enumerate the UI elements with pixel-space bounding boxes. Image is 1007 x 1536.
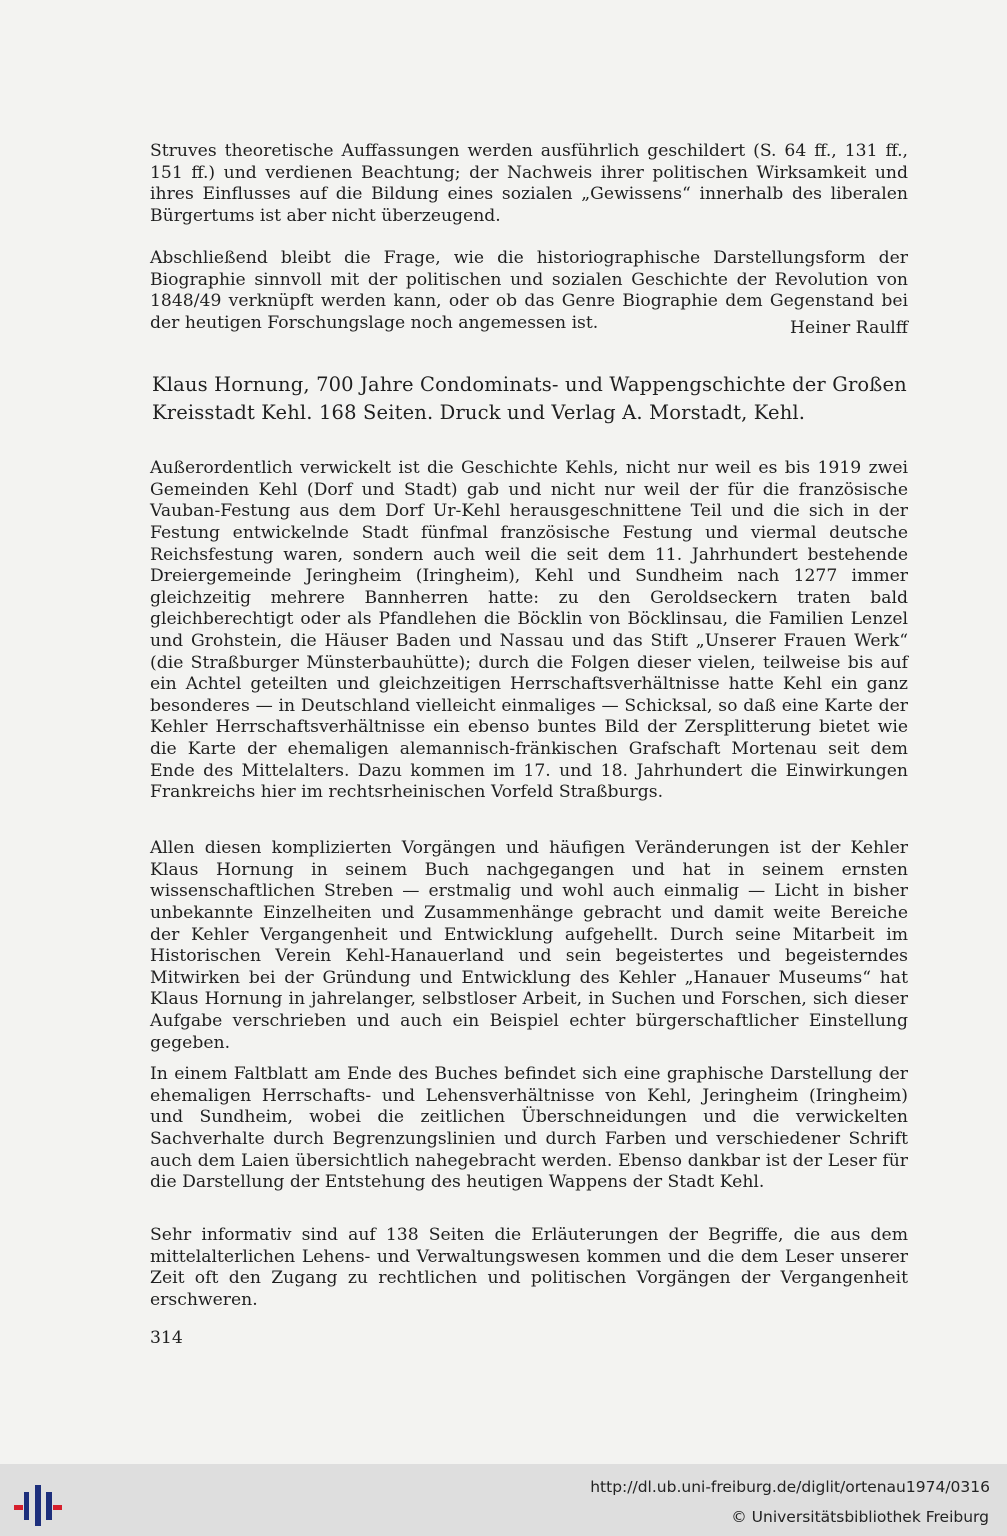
- logo-bar: [35, 1485, 41, 1526]
- book-review-heading: Klaus Hornung, 700 Jahre Condominats- und Wappengschichte der Großen Kreisstadt Kehl. 168 Seiten. Druck und Verlag A. Morstadt, Kehl.: [152, 373, 907, 424]
- ub-freiburg-logo-icon[interactable]: [14, 1474, 66, 1528]
- document-url-link[interactable]: http://dl.ub.uni-freiburg.de/diglit/ortenau1974/0316: [590, 1478, 990, 1496]
- review-author: Heiner Raulff: [790, 318, 908, 338]
- previous-review-paragraph-2: Abschließend bleibt die Frage, wie die historiographische Darstellungsform der Biographie sinnvoll mit der politischen und sozialen Geschichte der Revolution von 1848/49 verknüpft werden kann, oder ob das Genre Biographie dem Gegenstand bei der heutigen Forschungslage noch angemessen ist.: [150, 248, 908, 333]
- logo-accent: [53, 1505, 62, 1510]
- copyright-text: © Universitätsbibliothek Freiburg: [731, 1508, 989, 1526]
- page-number: 314: [150, 1328, 183, 1348]
- logo-bar: [46, 1492, 52, 1520]
- review-paragraph-3: In einem Faltblatt am Ende des Buches befindet sich eine graphische Darstellung der ehemaligen Herrschafts- und Lehensverhältnisse von Kehl, Jeringheim (Iringheim) und Sundheim, wobei die zeitlichen Überschneidungen und die verwickelten Sachverhalte durch Begrenzungslinien und durch Farben und verschiedener Schrift auch dem Laien übersichtlich nahegebracht werden. Ebenso dankbar ist der Leser für die Darstellung der Entstehung des heutigen Wappens der Stadt Kehl.: [150, 1064, 908, 1193]
- review-paragraph-4: Sehr informativ sind auf 138 Seiten die Erläuterungen der Begriffe, die aus dem mittelalterlichen Lehens- und Verwaltungswesen kommen und die dem Leser unserer Zeit oft den Zugang zu rechtlichen und politischen Vorgängen der Vergangenheit erschweren.: [150, 1225, 908, 1310]
- library-footer: [0, 1464, 1007, 1536]
- logo-bar: [24, 1492, 29, 1520]
- review-paragraph-1: Außerordentlich verwickelt ist die Geschichte Kehls, nicht nur weil es bis 1919 zwei Gemeinden Kehl (Dorf und Stadt) gab und nicht nur weil der für die französische Vauban-Festung aus dem Dorf Ur-Kehl herausgeschnittene Teil und die sich in der Festung entwickelnde Stadt fünfmal französische Festung und viermal deutsche Reichsfestung waren, sondern auch weil die seit dem 11. Jahrhundert bestehende Dreiergemeinde Jeringheim (Iringheim), Kehl und Sundheim nach 1277 immer gleichzeitig mehrere Bannherren hatte: zu den Geroldseckern traten bald gleichberechtigt oder als Pfandlehen die Böcklin von Böcklinsau, die Familien Lenzel und Grohstein, die Häuser Baden und Nassau und das Stift „Unserer Frauen Werk“ (die Straßburger Münsterbauhütte); durch die Folgen dieser vielen, teilweise bis auf ein Achtel geteilten und gleichzeitigen Herrschaftsverhältnisse hatte Kehl ein ganz besonderes — in Deutschland vielleicht einmaliges — Schicksal, so daß eine Karte der Kehler Herrschaftsverhältnisse ein ebenso buntes Bild der Zersplitterung bietet wie die Karte der ehemaligen alemannisch-fränkischen Grafschaft Mortenau seit dem Ende des Mittelalters. Dazu kommen im 17. und 18. Jahrhundert die Einwirkungen Frankreichs hier im rechtsrheinischen Vorfeld Straßburgs.: [150, 458, 908, 803]
- logo-accent: [14, 1505, 23, 1510]
- previous-review-paragraph-1: Struves theoretische Auffassungen werden ausführlich geschildert (S. 64 ff., 131 ff., 151 ff.) und verdienen Beachtung; der Nachweis ihrer politischen Wirksamkeit und ihres Einflusses auf die Bildung eines sozialen „Gewissens“ innerhalb des liberalen Bürgertums ist aber nicht überzeugend.: [150, 141, 908, 226]
- review-paragraph-2: Allen diesen komplizierten Vorgängen und häufigen Veränderungen ist der Kehler Klaus Hornung in seinem Buch nachgegangen und hat in seinem ernsten wissenschaftlichen Streben — erstmalig und wohl auch einmalig — Licht in bisher unbekannte Einzelheiten und Zusammenhänge gebracht und damit weite Bereiche der Kehler Vergangenheit und Entwicklung aufgehellt. Durch seine Mitarbeit im Historischen Verein Kehl-Hanauerland und sein begeistertes und begeisterndes Mitwirken bei der Gründung und Entwicklung des Kehler „Hanauer Museums“ hat Klaus Hornung in jahrelanger, selbstloser Arbeit, in Suchen und Forschen, sich dieser Aufgabe verschrieben und auch ein Beispiel echter bürgerschaftlicher Einstellung gegeben.: [150, 838, 908, 1053]
